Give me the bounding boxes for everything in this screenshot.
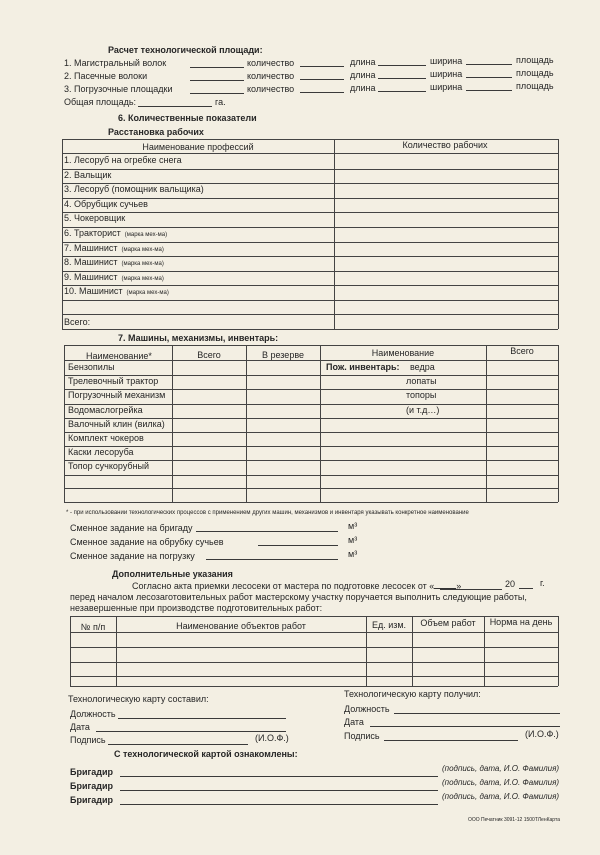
area-length-line xyxy=(300,66,344,67)
task-line xyxy=(196,531,338,532)
inventory-item: топоры xyxy=(406,390,437,401)
additional-line2: перед началом лесозаготовительных работ мастерскому участку поручается выполнить следующие работы, xyxy=(70,592,527,602)
staff-row-name: 10. Машинист xyxy=(64,286,123,297)
inventory-item: лопаты xyxy=(406,376,437,387)
received-position-line xyxy=(394,713,560,714)
received-position-label: Должность xyxy=(344,704,390,714)
staff-row xyxy=(64,184,332,197)
works-col-border xyxy=(366,616,367,686)
area-width-label: ширина xyxy=(430,82,463,92)
section6-subtitle: Расстановка рабочих xyxy=(108,127,204,137)
area-qty-line xyxy=(190,93,244,94)
staff-header-border xyxy=(62,153,558,154)
staff-row-name: 3. Лесоруб (помощник вальщика) xyxy=(64,184,204,195)
staff-row-note: (марка мех-ма) xyxy=(121,261,164,268)
equip-header-name: Наименование* xyxy=(86,351,152,361)
received-signature-line xyxy=(384,740,518,741)
year-blank xyxy=(519,588,533,589)
staff-bottom-border xyxy=(62,329,558,330)
area-length-line xyxy=(300,92,344,93)
foreman-note: (подпись, дата, И.О. Фамилия) xyxy=(442,792,560,801)
equip-top-border xyxy=(64,345,558,346)
equip-header-border xyxy=(64,360,558,361)
works-header-num: № п/п xyxy=(80,622,106,632)
staff-row xyxy=(64,155,332,168)
area-qty-label: количество xyxy=(247,58,295,68)
area-length-label: длина xyxy=(350,83,376,93)
staff-top-border xyxy=(62,139,558,140)
staff-left-border xyxy=(62,139,63,329)
equip-row-name: Каски лесоруба xyxy=(68,447,134,458)
area-area-line xyxy=(466,90,512,91)
area-qty-line xyxy=(190,80,244,81)
equip-header-total2: Всего xyxy=(510,346,534,356)
equip-col-border xyxy=(172,345,173,502)
area-calc-title: Расчет технологической площади: xyxy=(108,45,263,55)
area-length-line xyxy=(300,79,344,80)
works-header-unit: Ед. изм. xyxy=(371,620,407,630)
staff-row-note: (марка мех-ма) xyxy=(121,275,164,282)
total-area-unit: га. xyxy=(215,97,226,107)
equip-header-reserve: В резерве xyxy=(261,350,305,360)
equip-row-name: Бензопилы xyxy=(68,362,115,372)
staff-mid-border xyxy=(334,139,335,329)
task-label: Сменное задание на погрузку xyxy=(70,551,195,561)
task-label: Сменное задание на обрубку сучьев xyxy=(70,537,224,547)
equip-bottom-border xyxy=(64,502,558,503)
staff-row xyxy=(64,243,332,256)
works-header-norm: Норма на день xyxy=(489,617,553,627)
staff-row-name: 7. Машинист xyxy=(64,242,118,253)
composed-fio: (И.О.Ф.) xyxy=(255,733,289,743)
additional-line1-quote: » xyxy=(456,581,462,591)
area-area-line xyxy=(466,77,512,78)
month-blank xyxy=(440,589,502,590)
task-unit: м³ xyxy=(348,549,358,559)
foreman-line xyxy=(120,790,438,791)
area-qty-line xyxy=(190,67,244,68)
works-header-volume: Объем работ xyxy=(420,618,476,628)
foreman-label: Бригадир xyxy=(70,767,113,777)
task-label: Сменное задание на бригаду xyxy=(70,523,193,533)
foreman-label: Бригадир xyxy=(70,781,113,791)
received-fio: (И.О.Ф.) xyxy=(525,729,559,739)
area-qty-label: количество xyxy=(247,71,295,81)
composed-date-line xyxy=(96,731,286,732)
staff-row xyxy=(64,199,332,212)
acquainted-title: С технологической картой ознакомлены: xyxy=(114,749,298,759)
works-col-border xyxy=(558,616,559,686)
equip-col-border xyxy=(320,345,321,502)
equip-row-name: Комплект чокеров xyxy=(68,433,144,443)
works-col-border xyxy=(70,616,71,686)
foreman-line xyxy=(120,804,438,805)
area-row-label: 2. Пасечные волоки xyxy=(64,71,148,81)
staff-right-border xyxy=(558,139,559,329)
area-row-label: 3. Погрузочные площадки xyxy=(64,84,173,94)
staff-row xyxy=(64,213,332,226)
equip-col-border xyxy=(486,345,487,502)
foreman-note: (подпись, дата, И.О. Фамилия) xyxy=(442,778,560,787)
staff-row-name: 2. Вальщик xyxy=(64,169,112,180)
equip-col-border xyxy=(558,345,559,502)
equip-row-border xyxy=(64,475,558,476)
staff-extra-border xyxy=(62,314,558,315)
staff-header-count: Количество рабочих xyxy=(402,140,488,150)
staff-header-profession: Наименование профессий xyxy=(142,142,254,152)
section6-title: 6. Количественные показатели xyxy=(118,113,257,123)
area-width-line xyxy=(378,65,426,66)
received-date-line xyxy=(370,726,560,727)
foreman-label: Бригадир xyxy=(70,795,113,805)
area-length-label: длина xyxy=(350,57,376,67)
inventory-item: ведра xyxy=(410,362,435,372)
staff-row xyxy=(64,286,332,299)
equip-header-total: Всего xyxy=(197,350,221,360)
received-signature-label: Подпись xyxy=(344,731,380,741)
equip-row-name: Трелевочный трактор xyxy=(68,376,159,387)
staff-row-name: 6. Тракторист xyxy=(64,228,121,238)
composed-position-label: Должность xyxy=(70,709,116,719)
equip-extra-border xyxy=(64,488,558,489)
area-qty-label: количество xyxy=(247,84,295,94)
area-row-label: 1. Магистральный волок xyxy=(64,58,167,68)
composed-position-line xyxy=(118,718,286,719)
task-unit: м³ xyxy=(348,535,358,545)
total-area-label: Общая площадь: xyxy=(64,97,137,107)
additional-line1 xyxy=(132,580,461,592)
task-unit: м³ xyxy=(348,521,358,531)
day-blank xyxy=(434,580,456,589)
foreman-line xyxy=(120,776,438,777)
equip-col-border xyxy=(246,345,247,502)
area-width-line xyxy=(378,78,426,79)
received-date-label: Дата xyxy=(344,717,364,727)
area-area-line xyxy=(466,64,512,65)
composed-date-label: Дата xyxy=(70,722,90,732)
staff-row xyxy=(64,272,332,285)
staff-row-name: 1. Лесоруб на огребке снега xyxy=(64,155,182,165)
staff-row xyxy=(64,228,332,241)
area-length-label: длина xyxy=(350,70,376,80)
area-area-label: площадь xyxy=(516,68,554,78)
area-area-label: площадь xyxy=(516,81,554,91)
works-bottom-border xyxy=(70,686,558,687)
staff-row-name: 9. Машинист xyxy=(64,271,118,282)
inventory-label: Пож. инвентарь: xyxy=(326,362,400,372)
additional-line3: незавершенные при производстве подготовительных работ: xyxy=(70,603,323,613)
equip-row-name: Валочный клин (вилка) xyxy=(68,418,165,429)
staff-row xyxy=(64,257,332,270)
area-width-line xyxy=(378,91,426,92)
printer-note: ООО Печатник 3091-12 1500ТЛенКарта xyxy=(468,817,560,823)
staff-row-note: (марка мех-ма) xyxy=(121,246,164,253)
works-col-border xyxy=(116,616,117,686)
year-prefix: 20 xyxy=(505,579,516,589)
staff-total-label: Всего: xyxy=(64,317,91,327)
staff-row-note: (марка мех-ма) xyxy=(124,232,168,238)
equip-footnote: * - при использовании технологических процессов с применением других машин, механизмов и инвентаря указывать конкретное наименование xyxy=(66,510,469,516)
composed-signature-line xyxy=(108,744,248,745)
staff-row-note: (марка мех-ма) xyxy=(126,290,169,297)
composed-label: Технологическую карту составил: xyxy=(68,694,209,704)
area-width-label: ширина xyxy=(430,69,463,79)
additional-title: Дополнительные указания xyxy=(112,569,233,579)
year-suffix: г. xyxy=(540,578,545,588)
works-header-objects: Наименование объектов работ xyxy=(176,621,306,631)
staff-row-border xyxy=(62,300,558,301)
task-line xyxy=(206,559,338,560)
staff-row xyxy=(64,170,332,183)
equip-col-border xyxy=(64,345,65,502)
total-area-line xyxy=(138,106,212,107)
staff-row-name: 5. Чокеровщик xyxy=(64,213,126,224)
equip-row-name: Топор сучкорубный xyxy=(68,461,150,472)
section7-title: 7. Машины, механизмы, инвентарь: xyxy=(118,333,279,343)
received-label: Технологическую карту получил: xyxy=(344,689,481,699)
composed-signature-label: Подпись xyxy=(70,735,106,745)
works-col-border xyxy=(484,616,485,686)
area-width-label: ширина xyxy=(430,56,463,66)
inventory-item: (и т.д…) xyxy=(406,404,440,415)
staff-row-name: 8. Машинист xyxy=(64,257,118,268)
foreman-note: (подпись, дата, И.О. Фамилия) xyxy=(442,764,560,773)
task-line xyxy=(258,545,338,546)
area-area-label: площадь xyxy=(516,55,554,65)
staff-row-name: 4. Обрубщик сучьев xyxy=(64,198,148,209)
additional-line1-start: Согласно акта приемки лесосеки от мастера по подготовке лесосек от « xyxy=(132,581,435,591)
equip-header-name2: Наименование xyxy=(371,348,435,358)
works-col-border xyxy=(412,616,413,686)
equip-row-name: Водомаслогрейка xyxy=(68,404,143,415)
equip-row-name: Погрузочный механизм xyxy=(68,390,166,401)
